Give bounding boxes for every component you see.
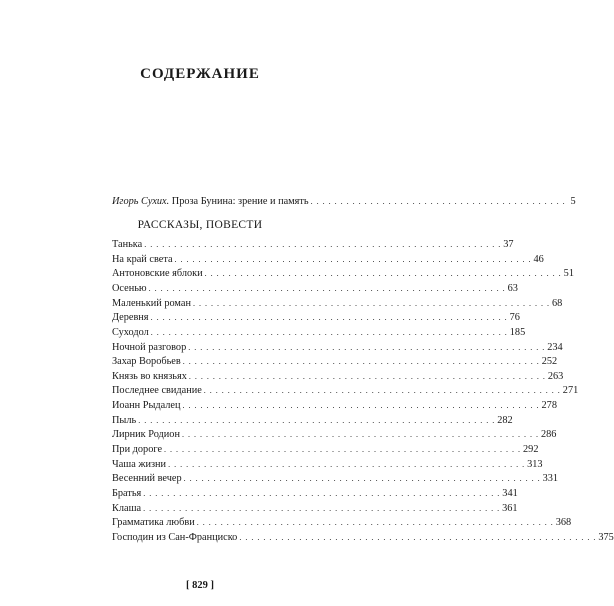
dot-leader: . . . . . . . . . . . . . . . . . . . . . . . . . . . . . . . . . . . . . . . . . . . . . . . . . . . . . . . . . . . . <box>174 254 532 264</box>
entry-title: Маленький роман <box>112 297 191 309</box>
dot-leader: . . . . . . . . . . . . . . . . . . . . . . . . . . . . . . . . . . . . . . . . . . . . . . . . . . . . . . . . . . . . <box>182 401 540 410</box>
toc-entry <box>112 530 614 545</box>
dot-leader: . . . . . . . . . . . . . . . . . . . . . . . . . . . . . . . . . . . . . . . . . . . . . . . . . . . . . . . . . . . . <box>204 269 562 279</box>
entry-title: Грамматика любви <box>112 517 195 529</box>
toc-entry <box>112 442 539 457</box>
entry-page-number: 252 <box>541 356 558 368</box>
dot-leader: . . . . . . . . . . . . . . . . . . . . . . . . . . . . . . . . . . . . . . . . . . . . . . . . . . . . . . . . . . . . <box>188 342 546 352</box>
toc-entry <box>112 413 513 428</box>
intro-page-number: 5 <box>570 196 576 207</box>
section-title: РАССКАЗЫ, ПОВЕСТИ <box>137 219 263 231</box>
dot-leader: . . . . . . . . . . . . . . . . . . . . . . . . . . . . . . . . . . . . . . . . . . . . . . . . . . . . . . . . . . . . <box>183 474 541 484</box>
entry-title: Захар Воробьев <box>112 356 181 368</box>
entry-page-number: 46 <box>533 253 544 265</box>
toc-entry <box>112 515 572 530</box>
entry-title: Ночной разговор <box>112 341 187 353</box>
entry-title: Антоновские яблоки <box>112 268 203 280</box>
dot-leader: . . . . . . . . . . . . . . . . . . . . . . . . . . . . . . . . . . . . . . . . . . . . . . . . . . . . . . . . . . . . <box>144 240 502 249</box>
entry-page-number: 313 <box>527 458 543 470</box>
dot-leader: . . . . . . . . . . . . . . . . . . . . . . . . . . . . . . . . . . . . . . . . . . . . . . . . . . . . . . . . . . . . <box>188 371 546 381</box>
entry-page-number: 234 <box>547 341 563 353</box>
toc-entry <box>112 237 514 252</box>
toc-intro-row <box>112 194 576 209</box>
toc-entry <box>112 486 518 501</box>
entry-title: Суходол <box>112 326 149 338</box>
entry-page-number: 368 <box>555 517 572 529</box>
toc-entry <box>112 471 559 486</box>
entry-page-number: 286 <box>540 429 557 441</box>
entry-title: Князь во князьях <box>112 370 187 382</box>
toc-entry <box>112 354 558 369</box>
dot-leader: . . . . . . . . . . . . . . . . . . . . . . . . . . . . . . . . . . . . . . . . . . . . . . . . . . . . . . . . . . . . <box>196 518 554 528</box>
entry-page-number: 361 <box>502 502 518 514</box>
dot-leader: . . . . . . . . . . . . . . . . . . . . . . . . . . . . . . . . . . . . . . . . . . . . . . . . . . . . . . . . . . . . <box>143 503 501 513</box>
dot-leader: . . . . . . . . . . . . . . . . . . . . . . . . . . . . . . . . . . . . . . . . . . . . . . . . . . . . . . . . . . . . <box>203 386 561 396</box>
toc-entry <box>112 310 520 325</box>
entry-title: На край света <box>112 253 173 265</box>
entry-title: Осенью <box>112 282 147 294</box>
dot-leader: . . . . . . . . . . . . . . . . . . . . . . . . . . . . . . . . . . . . . . . . . . . . . . . . . . . . . . . . . . . . <box>182 357 540 367</box>
dot-leader: . . . . . . . . . . . . . . . . . . . . . . . . . . . . . . . . . . . . . . . . . . . . . . . . . . . . . . . . . . . . <box>168 459 526 469</box>
entry-title: Деревня <box>112 312 149 324</box>
entry-page-number: 341 <box>502 487 518 499</box>
dot-leader: . . . . . . . . . . . . . . . . . . . . . . . . . . . . . . . . . . . . . . . . . . . . . . . . . . . . . . . . . . . . <box>150 327 508 337</box>
entry-title: Танька <box>112 239 143 250</box>
toc-entry <box>112 398 557 413</box>
toc-entry <box>112 457 543 472</box>
entry-title: При дороге <box>112 444 163 455</box>
entry-title: Клаша <box>112 502 142 514</box>
page-number-footer: [ 829 ] <box>186 580 214 591</box>
entry-page-number: 375 <box>598 531 614 543</box>
entry-title: Пыль <box>112 414 137 426</box>
intro-title: Проза Бунина: зрение и память <box>169 196 309 207</box>
entry-title: Господин из Сан-Франциско <box>112 531 238 543</box>
dot-leader: . . . . . . . . . . . . . . . . . . . . . . . . . . . . . . . . . . . . . . . . . . . . . . . . . . . . . . . . . . . . <box>148 283 506 293</box>
entry-page-number: 331 <box>542 473 559 485</box>
toc-entry <box>112 501 518 516</box>
entry-page-number: 278 <box>541 400 557 411</box>
dot-leader: . . . . . . . . . . . . . . . . . . . . . . . . . . . . . . . . . . . . . . . . . . . . . . . . . . . . . . . . . . . . <box>181 430 539 440</box>
intro-author: Игорь Сухих. <box>112 196 170 207</box>
toc-entry <box>112 383 579 398</box>
entry-page-number: 271 <box>562 385 579 397</box>
toc-entry <box>112 281 518 296</box>
entry-page-number: 282 <box>497 414 513 426</box>
toc-entry <box>112 369 564 384</box>
dot-leader: . . . . . . . . . . . . . . . . . . . . . . . . . . . . . . . . . . . . . . . . . . . . . . . . . . . . . . . . . . . . <box>192 298 550 308</box>
toc-entry <box>112 427 557 442</box>
entry-title: Братья <box>112 487 142 499</box>
toc-intro-text <box>112 194 309 209</box>
dot-leader: . . . . . . . . . . . . . . . . . . . . . . . . . . . . . . . . . . . . . . . . . . . . . . . . . . . . . . . . . . . . <box>143 488 501 498</box>
toc-entry <box>112 340 563 355</box>
page-title: СОДЕРЖАНИЕ <box>140 66 260 82</box>
dot-leader: . . . . . . . . . . . . . . . . . . . . . . . . . . . . . . . . . . . . . . . . . . . . . . . . . . . . . . . . . . . . <box>164 445 522 454</box>
entry-page-number: 63 <box>507 282 518 294</box>
dot-leader: . . . . . . . . . . . . . . . . . . . . . . . . . . . . . . . . . . . . . . . . . . . . . . . . . . . . . . . . . . . . <box>138 415 496 425</box>
dot-leader: . . . . . . . . . . . . . . . . . . . . . . . . . . . . . . . . . . . . . . . . . . . <box>310 197 566 206</box>
entry-page-number: 37 <box>503 239 514 250</box>
entry-title: Иоанн Рыдалец <box>112 400 181 411</box>
entry-title: Чаша жизни <box>112 458 167 470</box>
entry-page-number: 68 <box>551 297 563 309</box>
entry-page-number: 292 <box>523 444 539 455</box>
entry-title: Последнее свидание <box>112 385 202 397</box>
dot-leader: . . . . . . . . . . . . . . . . . . . . . . . . . . . . . . . . . . . . . . . . . . . . . . . . . . . . . . . . . . . . <box>239 532 597 542</box>
entry-page-number: 51 <box>563 268 574 280</box>
entry-page-number: 185 <box>509 326 526 338</box>
entry-title: Лирник Родион <box>112 429 180 441</box>
entry-title: Весенний вечер <box>112 473 182 485</box>
toc-entry <box>112 325 526 340</box>
entry-page-number: 76 <box>509 312 520 324</box>
toc-entry <box>112 266 574 281</box>
dot-leader: . . . . . . . . . . . . . . . . . . . . . . . . . . . . . . . . . . . . . . . . . . . . . . . . . . . . . . . . . . . . <box>150 313 508 323</box>
entry-page-number: 263 <box>547 370 564 382</box>
toc-entry <box>112 252 544 267</box>
toc-entry <box>112 296 563 311</box>
